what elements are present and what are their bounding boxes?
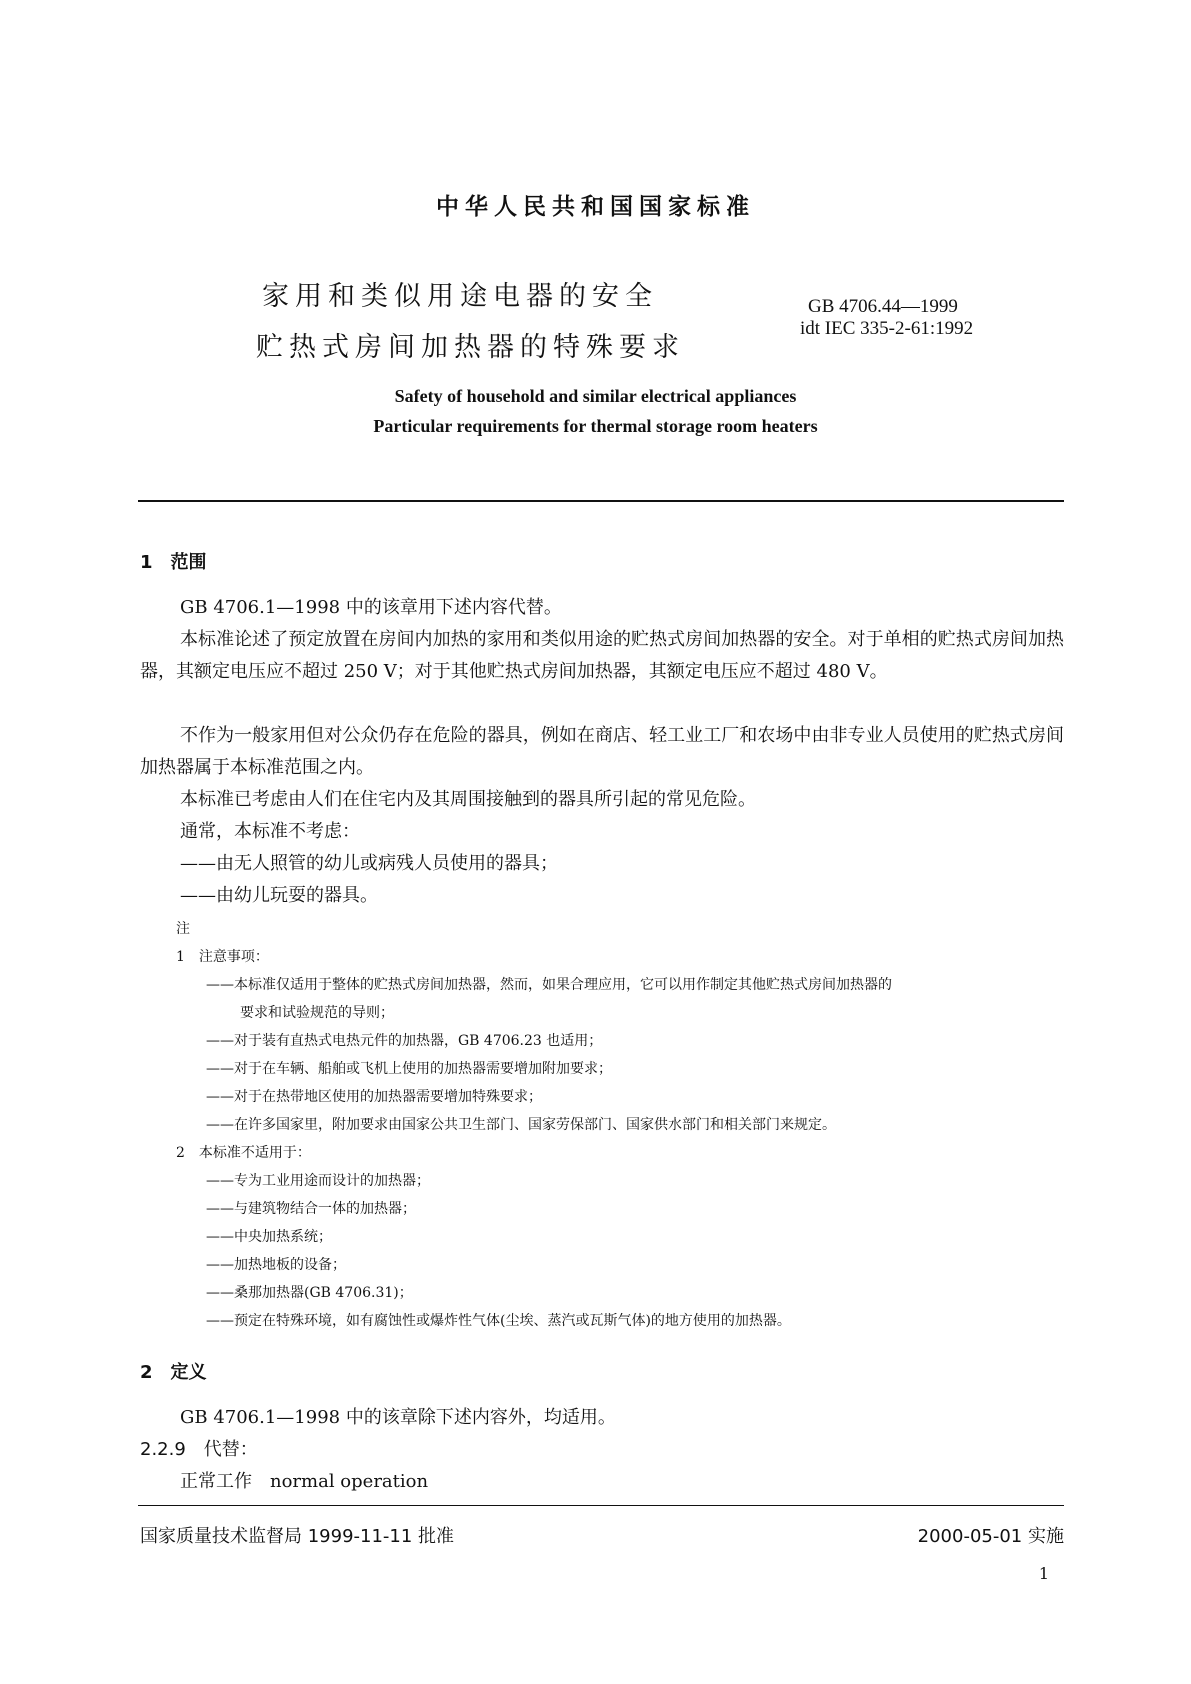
- idt-reference: idt IEC 335-2-61:1992: [800, 318, 974, 339]
- note-2-item: ——与建筑物结合一体的加热器；: [206, 1201, 416, 1217]
- note-label: 注: [176, 921, 190, 937]
- en-title-line2: Particular requirements for thermal storage room heaters: [373, 416, 818, 436]
- note-1-item: ——对于在车辆、船舶或飞机上使用的加热器需要增加附加要求；: [206, 1061, 612, 1077]
- note-1-item: ——本标准仅适用于整体的贮热式房间加热器，然而，如果合理应用，它可以用作制定其他贮热式房间加热器的: [206, 977, 892, 993]
- note-2-item: ——加热地板的设备；: [206, 1257, 346, 1273]
- note-1-item: ——对于装有直热式电热元件的加热器，GB 4706.23 也适用；: [206, 1033, 603, 1049]
- note-1-label: 1 注意事项：: [176, 949, 269, 965]
- section-1-paragraph-3: 不作为一般家用但对公众仍存在危险的器具，例如在商店、轻工业工厂和农场中由非专业人员使用的贮热式房间加热器属于本标准范围之内。: [140, 725, 1064, 778]
- section-1-paragraph-2: 本标准论述了预定放置在房间内加热的家用和类似用途的贮热式房间加热器的安全。对于单相的贮热式房间加热器，其额定电压应不超过 250 V；对于其他贮热式房间加热器，其额定电压应不超过 480 V。: [140, 629, 1064, 682]
- header-divider: [138, 500, 1064, 502]
- section-1-heading: 1 范围: [140, 552, 207, 573]
- note-2-item: ——专为工业用途而设计的加热器；: [206, 1173, 430, 1189]
- section-1-paragraph-4: 本标准已考虑由人们在住宅内及其周围接触到的器具所引起的常见危险。: [180, 789, 756, 810]
- note-1-item: ——在许多国家里，附加要求由国家公共卫生部门、国家劳保部门、国家供水部门和相关部门来规定。: [206, 1117, 836, 1133]
- section-1-paragraph-5: 通常，本标准不考虑：: [180, 821, 360, 842]
- section-1-paragraph-1: GB 4706.1—1998 中的该章用下述内容代替。: [180, 597, 562, 618]
- approval-date: 国家质量技术监督局 1999-11-11 批准: [140, 1526, 455, 1547]
- clause-2-2-9: 2.2.9 代替：: [140, 1439, 258, 1460]
- cn-title-line1: 家用和类似用途电器的安全: [262, 281, 658, 312]
- note-2-item: ——预定在特殊环境，如有腐蚀性或爆炸性气体(尘埃、蒸汽或瓦斯气体)的地方使用的加热器。: [206, 1313, 791, 1329]
- note-2-item: ——桑那加热器(GB 4706.31)；: [206, 1285, 413, 1301]
- national-standard-header: 中华人民共和国国家标准: [436, 194, 755, 220]
- cn-title-line2: 贮热式房间加热器的特殊要求: [256, 332, 685, 363]
- section-2-paragraph-1: GB 4706.1—1998 中的该章除下述内容外，均适用。: [180, 1407, 616, 1428]
- section-2-heading: 2 定义: [140, 1362, 207, 1383]
- note-1-item: 要求和试验规范的导则；: [240, 1005, 394, 1021]
- standard-number: GB 4706.44—1999: [808, 296, 958, 317]
- note-2-label: 2 本标准不适用于：: [176, 1145, 311, 1161]
- note-2-item: ——中央加热系统；: [206, 1229, 332, 1245]
- exclusion-item: ——由幼儿玩耍的器具。: [180, 885, 378, 906]
- page-number: 1: [1038, 1564, 1049, 1583]
- note-1-item: ——对于在热带地区使用的加热器需要增加特殊要求；: [206, 1089, 542, 1105]
- effective-date: 2000-05-01 实施: [917, 1526, 1064, 1547]
- footer-divider: [138, 1505, 1064, 1506]
- term-normal-operation: 正常工作 normal operation: [180, 1471, 429, 1492]
- en-title-line1: Safety of household and similar electrical appliances: [394, 386, 797, 406]
- exclusion-item: ——由无人照管的幼儿或病残人员使用的器具；: [180, 853, 558, 874]
